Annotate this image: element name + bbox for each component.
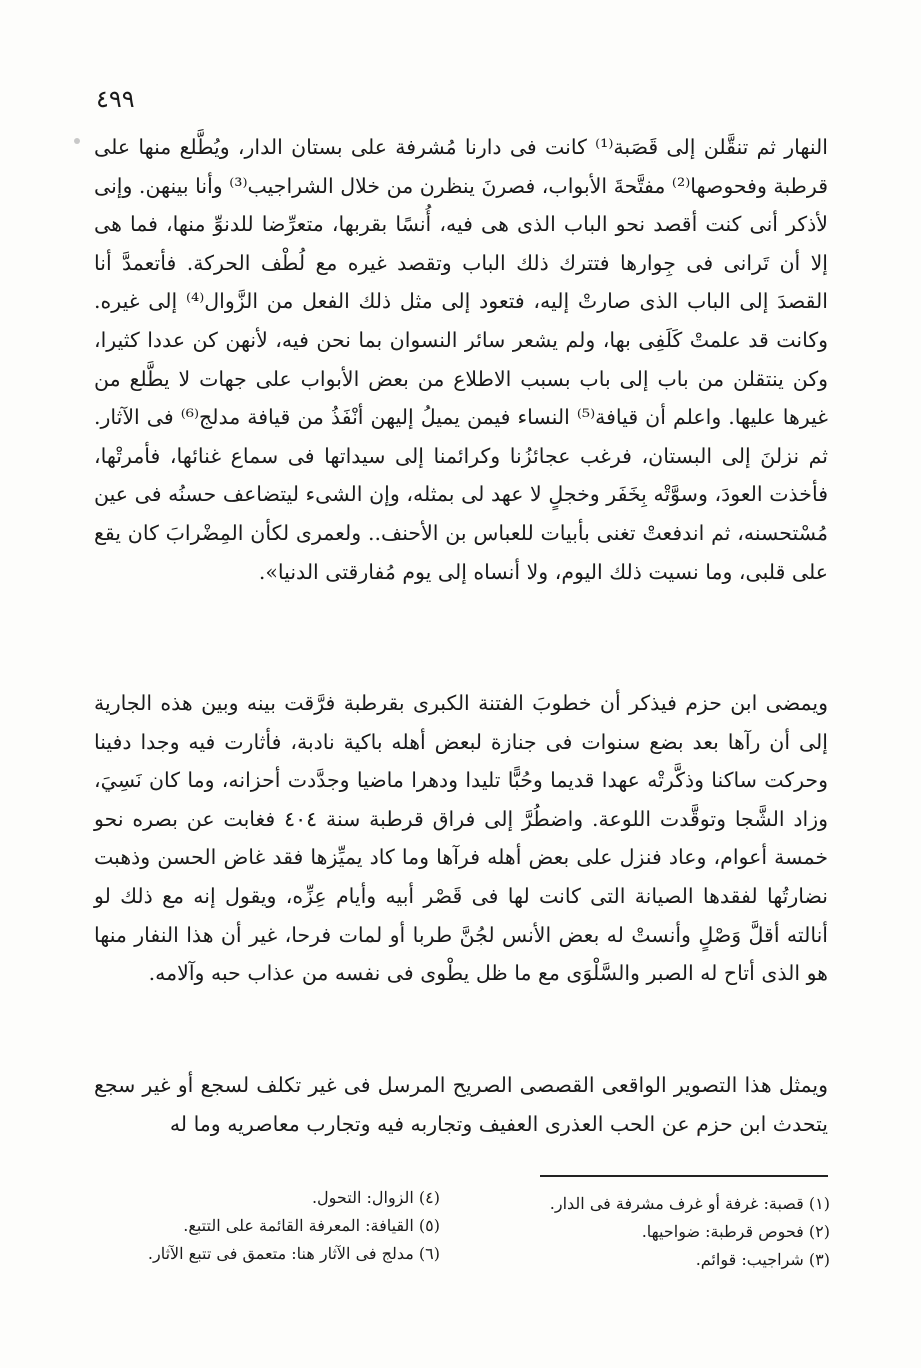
- scan-speck: [74, 138, 80, 144]
- footnote-3: (٣) شراجيب: قوائم.: [695, 1250, 830, 1269]
- footnote-1: (١) قصبة: غرفة أو غرف مشرفة فى الدار.: [549, 1194, 830, 1213]
- page-number: ٤٩٩: [96, 85, 135, 113]
- footnotes-right-column: [470, 1190, 830, 1274]
- paragraph-text: ويمضى ابن حزم فيذكر أن خطوبَ الفتنة الكبرى بقرطبة فرَّقت بينه وبين هذه الجارية إلى أن رآها بعد بضع سنوات فى جنازة لبعض أهله باكية نادبة، فأثارت فيه وجدا دفينا وحركت ساكنا وذكَّرتْه عهدا قديما وحُبًّا تليدا ودهرا ماضيا وجدَّدت أحزانه، وما كان نَسِيَ، وزاد الشَّجا وتوقَّدت اللوعة. واضطُرَّ إلى فراق قرطبة سنة ٤٠٤ فغابت عن بصره نحو خمسة أعوام، وعاد فنزل على بعض أهله فرآها وما كاد يميِّزها فقد غاض الحسن وذهبت نضارتُها لفقدها الصيانة التى كانت لها فى قَصْر أبيه وأيام عِزِّه، ويقول إنه مع ذلك لو أنالته أقلَّ وَصْلٍ وأنستْ له بعض الأنس لجُنَّ طربا أو لمات فرحا، غير أن هذا النفار منها هو الذى أتاح له الصبر والسَّلْوَى مع ما ظل يطْوى فى نفسه من عذاب حبه وآلامه.: [94, 691, 828, 986]
- footnote-5: (٥) القيافة: المعرفة القائمة على التتبع.: [183, 1216, 440, 1235]
- footnotes-left-column: [80, 1184, 440, 1268]
- footnote-4: (٤) الزوال: التحول.: [311, 1188, 440, 1207]
- paragraph-text: النهار ثم تنقَّلن إلى قَصَبة⁽¹⁾ كانت فى دارنا مُشرفة على بستان الدار، ويُطَّلع منها على قرطبة وفحوصها⁽²⁾ مفتَّحةَ الأبواب، فصرنَ ينظرن من خلال الشراجيب⁽³⁾ وأنا بينهن. وإنى لأذكر أنى كنت أقصد نحو الباب الذى هى فيه، أُنسًا بقربها، متعرِّضا للدنوِّ منها، فما هى إلا أن تَرانى فى جِوارها فتترك ذلك الباب وتقصد غيره مع لُطْف الحركة. فأتعمدَّ أنا القصدَ إلى الباب الذى صارتْ إليه، فتعود إلى مثل ذلك الفعل من الزَّوال⁽⁴⁾ إلى غيره. وكانت قد علمتْ كَلَفِى بها، ولم يشعر سائر النسوان بما نحن فيه، لأنهن كن عددا كثيرا، وكن ينتقلن من باب إلى باب بسبب الاطلاع من بعض الأبواب على جهات لا يطَّلع من غيرها عليها. واعلم أن قيافة⁽⁵⁾ النساء فيمن يميلُ إليهن أنْفَذُ من قيافة مدلج⁽⁶⁾ فى الآثار. ثم نزلنَ إلى البستان، فرغب عجائزُنا وكرائمنا إلى سيداتها فى سماع غنائها، فأمرتْها، فأخذت العودَ، وسوَّتْه بِخَفَر وخجلٍ لا عهد لى بمثله، وإن الشىء ليتضاعف حسنُه فى عين مُسْتحسنه، ثم اندفعتْ تغنى بأبيات للعباس بن الأحنف.. ولعمرى لكأن المِضْرابَ كان يقع على قلبى، وما نسيت ذلك اليوم، ولا أنساه إلى يوم مُفارقتى الدنيا».: [94, 135, 828, 584]
- paragraph-text: ويمثل هذا التصوير الواقعى القصصى الصريح المرسل فى غير تكلف لسجع أو غير سجع يتحدث ابن حزم عن الحب العذرى العفيف وتجاربه فيه وتجارب معاصريه وما له: [94, 1073, 828, 1136]
- footnote-divider: [540, 1175, 828, 1177]
- paragraph-2: [94, 684, 828, 993]
- paragraph-3: [94, 1066, 828, 1143]
- footnote-2: (٢) فحوص قرطبة: ضواحيها.: [641, 1222, 830, 1241]
- footnote-6: (٦) مدلج فى الآثار هنا: متعمق فى تتبع الآثار.: [147, 1244, 440, 1263]
- paragraph-1: [94, 128, 828, 591]
